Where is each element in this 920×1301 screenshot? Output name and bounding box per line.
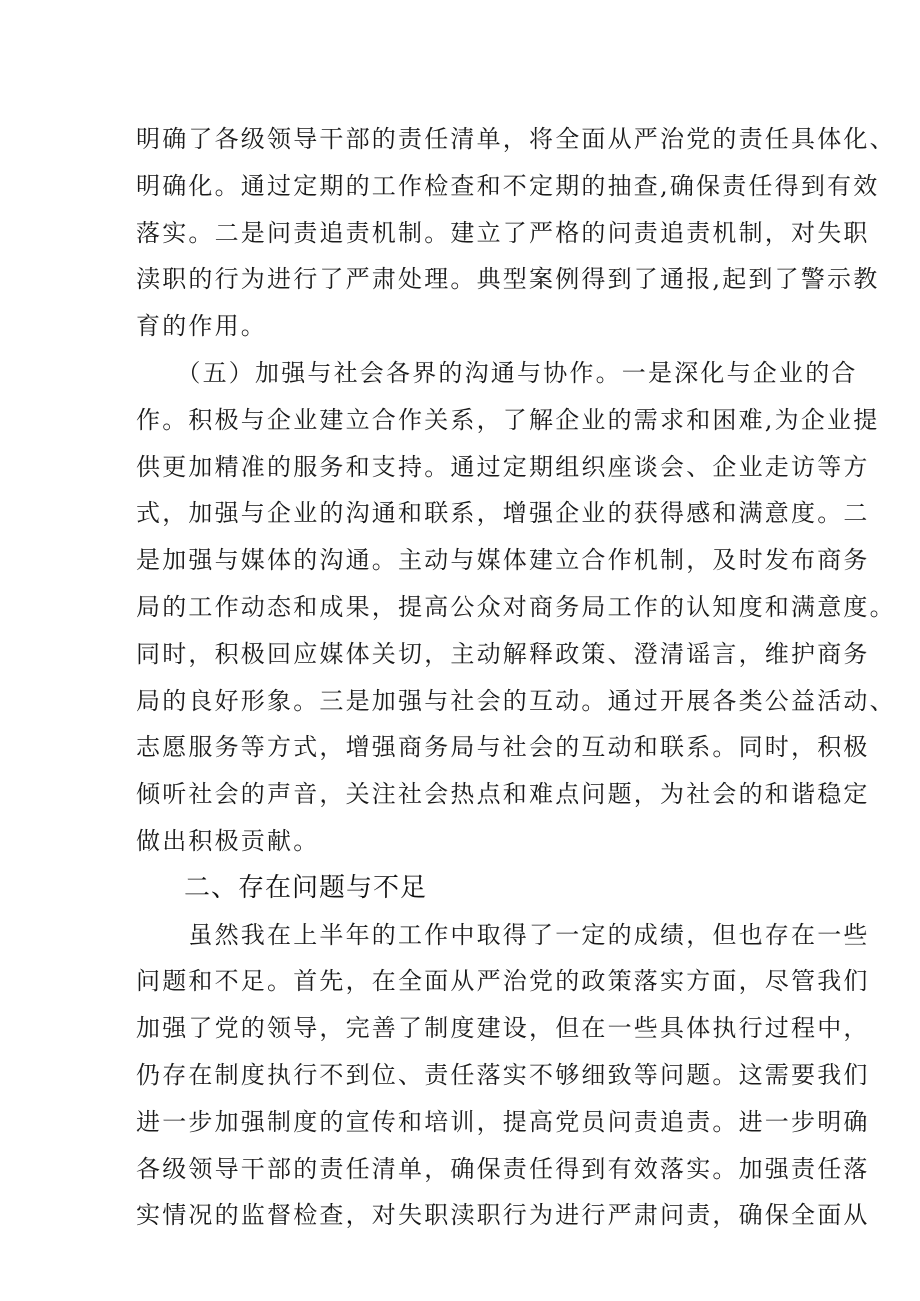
text-line: 倾听社会的声音，关注社会热点和难点问题，为社会的和谐稳定 — [136, 780, 870, 809]
section-heading: 二、存在问题与不足 — [184, 872, 428, 903]
text-line: 实情况的监督检查，对失职渎职行为进行严肃问责，确保全面从 — [136, 1201, 870, 1230]
text-line: 育的作用。 — [136, 312, 267, 341]
text-line: 局的良好形象。三是加强与社会的互动。通过开展各类公益活动、 — [136, 686, 896, 715]
text-line: 虽然我在上半年的工作中取得了一定的成绩，但也存在一些 — [136, 920, 870, 949]
text-line: 落实。二是问责追责机制。建立了严格的问责追责机制，对失职 — [136, 218, 870, 247]
text-line: （五）加强与社会各界的沟通与协作。一是深化与企业的合 — [136, 358, 858, 387]
text-line: 志愿服务等方式，增强商务局与社会的互动和联系。同时，积极 — [136, 733, 870, 762]
text-line: 明确了各级领导干部的责任清单，将全面从严治党的责任具体化、 — [136, 125, 896, 153]
text-line: 各级领导干部的责任清单，确保责任得到有效落实。加强责任落 — [136, 1154, 870, 1183]
text-line: 同时，积极回应媒体关切，主动解释政策、澄清谣言，维护商务 — [136, 639, 870, 668]
text-line: 局的工作动态和成果，提高公众对商务局工作的认知度和满意度。 — [136, 592, 896, 621]
text-line: 加强了党的领导，完善了制度建设，但在一些具体执行过程中， — [136, 1014, 870, 1043]
text-line: 作。积极与企业建立合作关系，了解企业的需求和困难,为企业提 — [136, 405, 880, 434]
text-line: 明确化。通过定期的工作检查和不定期的抽查,确保责任得到有效 — [136, 171, 880, 200]
text-line: 供更加精准的服务和支持。通过定期组织座谈会、企业走访等方 — [136, 452, 870, 481]
text-line: 式，加强与企业的沟通和联系，增强企业的获得感和满意度。二 — [136, 499, 870, 528]
document-body — [136, 116, 896, 1239]
text-line: 渎职的行为进行了严肃处理。典型案例得到了通报,起到了警示教 — [136, 265, 880, 294]
text-line: 仍存在制度执行不到位、责任落实不够细致等问题。这需要我们 — [136, 1060, 870, 1089]
text-line: 进一步加强制度的宣传和培训，提高党员问责追责。进一步明确 — [136, 1107, 870, 1136]
text-line: 问题和不足。首先，在全面从严治党的政策落实方面，尽管我们 — [136, 967, 870, 996]
text-line: 是加强与媒体的沟通。主动与媒体建立合作机制，及时发布商务 — [136, 546, 870, 575]
text-line: 做出积极贡献。 — [136, 826, 320, 855]
